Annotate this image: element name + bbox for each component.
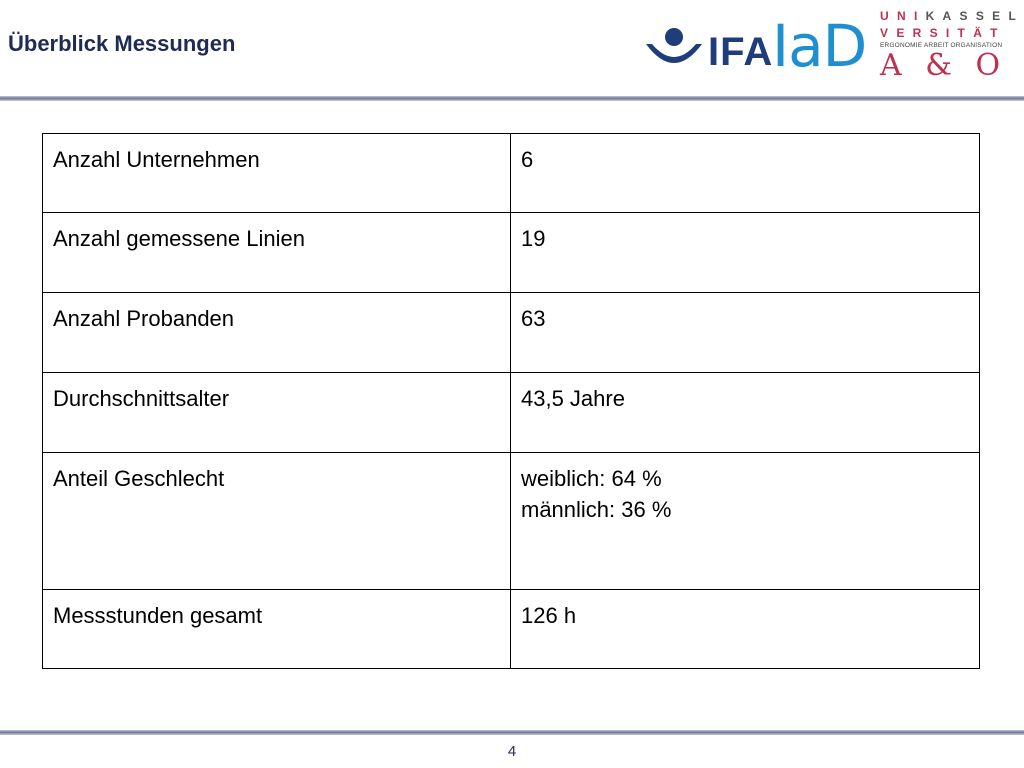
- row-value: weiblich: 64 % männlich: 36 %: [511, 453, 980, 590]
- table-row: [43, 134, 980, 213]
- header-divider: [0, 96, 1024, 101]
- page-title: Überblick Messungen: [8, 31, 236, 56]
- footer-divider: [0, 730, 1024, 735]
- iad-logo-text: IaD: [772, 12, 867, 80]
- table-row: [43, 213, 980, 293]
- row-value: 126 h: [511, 590, 980, 669]
- table-row: [43, 453, 980, 590]
- page-number: 4: [507, 743, 517, 760]
- row-label: Durchschnittsalter: [43, 373, 511, 453]
- row-value: 43,5 Jahre: [511, 373, 980, 453]
- row-label: Anzahl Unternehmen: [43, 134, 511, 213]
- row-label: Anzahl gemessene Linien: [43, 213, 511, 293]
- iad-logo: [772, 12, 867, 80]
- uni-kassel-subtitle: ERGONOMIE ARBEIT ORGANISATION: [880, 42, 1003, 49]
- row-label: Messstunden gesamt: [43, 590, 511, 669]
- uni-kassel-logo: [880, 8, 1024, 83]
- table-row: [43, 373, 980, 453]
- ifa-logo: IFA: [708, 30, 774, 74]
- row-label: Anzahl Probanden: [43, 293, 511, 373]
- row-value: 6: [511, 134, 980, 213]
- uni-kassel-line1: UNIKASSEL: [880, 9, 1024, 23]
- table-row: [43, 590, 980, 669]
- table-row: [43, 293, 980, 373]
- row-value: 19: [511, 213, 980, 293]
- row-value: 63: [511, 293, 980, 373]
- uni-kassel-line2: VERSITÄT: [880, 26, 1006, 40]
- dguv-logo-icon: [644, 26, 704, 72]
- row-label: Anteil Geschlecht: [43, 453, 511, 590]
- uni-kassel-ao: A & O: [880, 48, 1008, 83]
- measurement-overview-table: [42, 133, 980, 669]
